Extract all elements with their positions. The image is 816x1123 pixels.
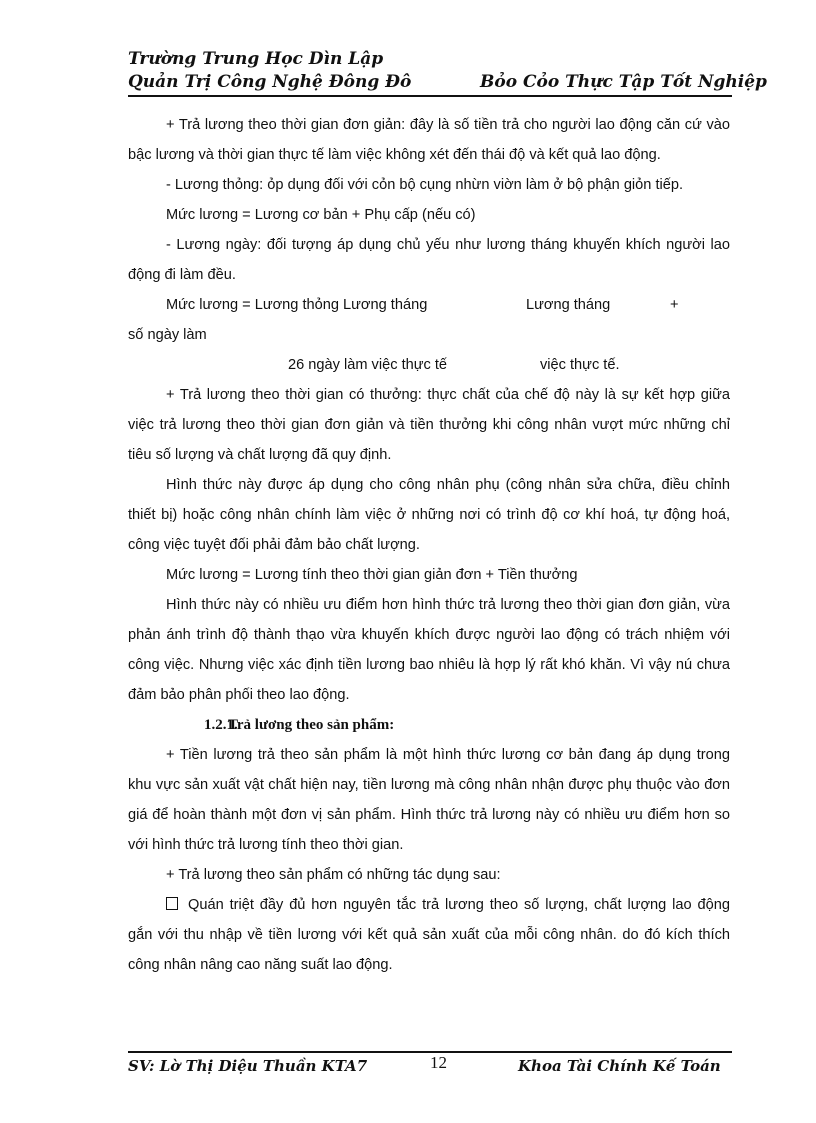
paragraph: + Trả lương theo thời gian có thưởng: thực chất của chế độ này là sự kết hợp giữa việc trả lương theo thời gian đơn giản và tiền thưởng khi công nhân vượt mức những chỉ tiêu số lượng và chất lượng đã quy định.: [128, 387, 730, 463]
formula-line: Mức lương = Lương tính theo thời gian giản đơn + Tiền thưởng: [166, 567, 578, 583]
formula-part: +: [670, 297, 679, 313]
header-report-title: Bỏo Cỏo Thực Tập Tốt Nghiệp: [480, 72, 767, 92]
header-rule: [128, 95, 732, 97]
paragraph: + Tiền lương trả theo sản phẩm là một hình thức lương cơ bản đang áp dụng trong khu vực sản xuất vật chất hiện nay, tiền lương mà công nhân nhận được phụ thuộc vào đơn giá để hoàn thành một đơn vị sản phẩm. Hình thức trả lương này có nhiều ưu điểm hơn so với hình thức trả lương tính theo thời gian.: [128, 747, 730, 853]
formula-row: [128, 290, 730, 320]
paragraph: + Trả lương theo thời gian đơn giản: đây là số tiền trả cho người lao động căn cứ vào bậc lương và thời gian thực tế làm việc không xét đến thái độ và kết quả lao động.: [128, 117, 730, 163]
formula-part: việc thực tế.: [540, 357, 620, 373]
header-department: Quản Trị Công Nghệ Đông Đô: [128, 72, 412, 92]
paragraph: Hình thức này có nhiều ưu điểm hơn hình thức trả lương theo thời gian đơn giản, vừa phản ánh trình độ thành thạo vừa khuyến khích được người lao động có trách nhiệm với công việc. Nhưng việc xác định tiền lương bao nhiêu là hợp lý rất khó khăn. Vì vậy nú chưa đảm bảo phân phối theo lao động.: [128, 597, 730, 703]
bullet-paragraph: [128, 890, 730, 980]
bullet-box-icon: [166, 897, 178, 910]
document-body: [128, 110, 730, 980]
footer-faculty: Khoa Tài Chính Kế Toán: [518, 1057, 721, 1075]
formula-line: Mức lương = Lương cơ bản + Phụ cấp (nếu có): [166, 207, 476, 223]
bullet-text: Quán triệt đầy đủ hơn nguyên tắc trả lương theo số lượng, chất lượng lao động gắn với thu nhập về tiền lương với kết quả sản xuất của mỗi công nhân. do đó kích thích công nhân nâng cao năng suất lao động.: [128, 897, 730, 973]
formula-row: [128, 350, 730, 380]
formula-part: số ngày làm: [128, 327, 207, 343]
paragraph: + Trả lương theo sản phẩm có những tác dụng sau:: [166, 867, 501, 883]
footer-student: SV: Lờ Thị Diệu Thuần KTA7: [128, 1057, 368, 1075]
section-number: 1.2.1.: [204, 717, 238, 733]
page-number: 12: [430, 1053, 447, 1072]
paragraph: Hình thức này được áp dụng cho công nhân phụ (công nhân sửa chữa, điều chỉnh thiết bị) hoặc công nhân chính làm việc ở những nơi có trình độ cơ khí hoá, tự động hoá, công việc tuyệt đối phải đảm bảo chất lượng.: [128, 477, 730, 553]
paragraph: - Lương ngày: đối tượng áp dụng chủ yếu như lương tháng khuyến khích người lao động đi làm đều.: [128, 237, 730, 283]
paragraph: - Lương thỏng: ỏp dụng đối với cỏn bộ cụng nhừn viờn làm ở bộ phận giỏn tiếp.: [166, 177, 684, 193]
section-title: Trả lương theo sản phẩm:: [228, 717, 395, 733]
formula-part: Lương tháng: [526, 297, 611, 313]
formula-row: [128, 320, 730, 350]
section-heading: [128, 710, 730, 740]
formula-part: 26 ngày làm việc thực tế: [288, 357, 448, 373]
formula-part: Mức lương = Lương thỏng Lương tháng: [166, 297, 428, 313]
header-school: Trường Trung Học Dìn Lập: [128, 49, 384, 69]
